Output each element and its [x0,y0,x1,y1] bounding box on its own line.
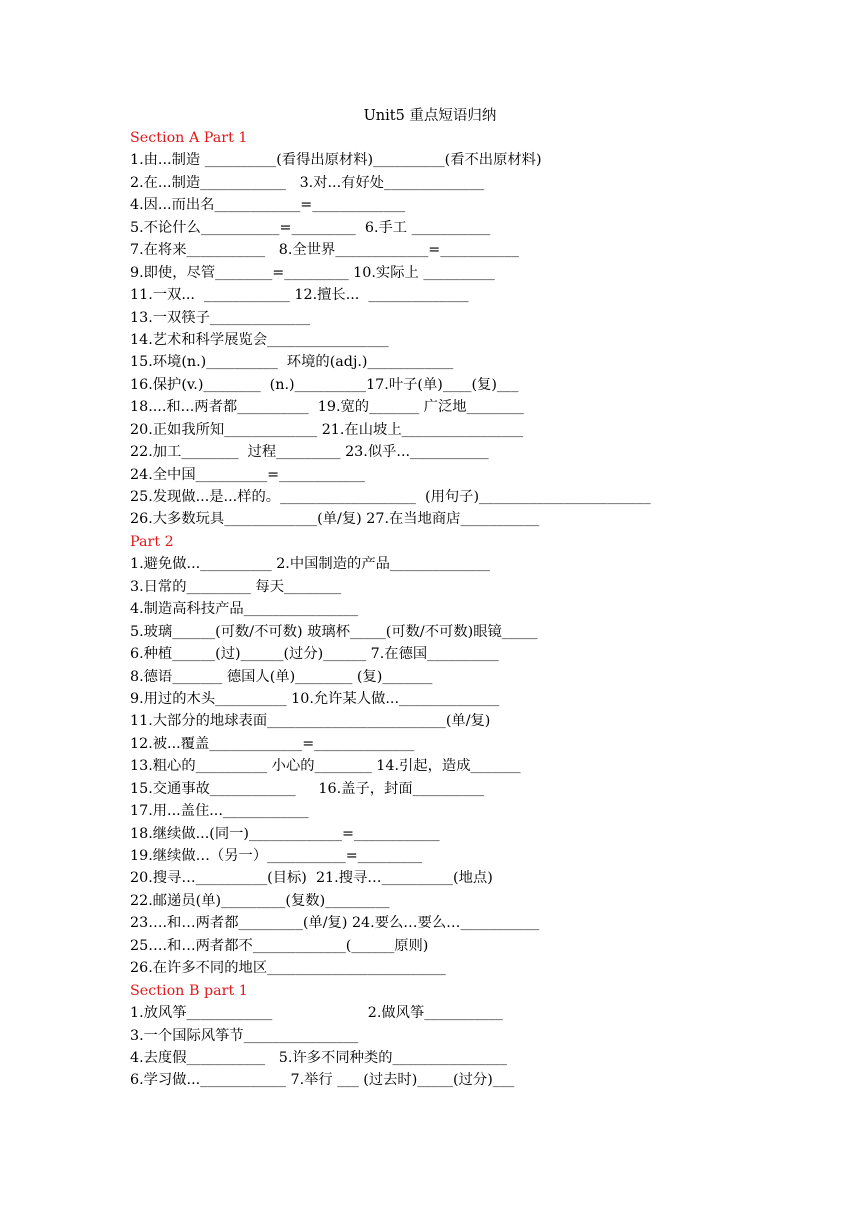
exercise-line: 5.玻璃______(可数/不可数) 玻璃杯_____(可数/不可数)眼镜_____ [130,623,538,640]
exercise-line: 9.用过的木头__________ 10.允许某人做...______________ [130,690,500,707]
exercise-line: 18.继续做...(同一)_____________=____________ [130,825,440,842]
exercise-line: 14.艺术和科学展览会_________________ [130,331,389,348]
exercise-line: 1.避免做...__________ 2.中国制造的产品______________ [130,556,490,573]
exercise-line: 5.不论什么___________=_________ 6.手工 ___________ [130,219,491,236]
exercise-line: 22.邮递员(单)_________(复数)_________ [130,892,390,909]
exercise-line: 3.一个国际风筝节________________ [130,1027,359,1044]
exercise-line: 17.用...盖住...____________ [130,803,309,820]
exercise-line: 6.学习做...____________ 7.举行 ___ (过去时)_____(过分)___ [130,1072,515,1089]
exercise-line: 11.大部分的地球表面_________________________(单/复) [130,713,491,730]
exercise-line: 12.被...覆盖_____________=______________ [130,735,415,752]
exercise-line: 3.日常的_________ 每天________ [130,578,342,595]
section-heading: Part 2 [130,533,174,550]
exercise-line: 4.去度假___________ 5.许多不同种类的________________ [130,1049,507,1066]
page-title: Unit5 重点短语归纳 [363,108,497,124]
section-heading: Section A Part 1 [130,130,248,146]
section-heading: Section B part 1 [130,982,248,999]
exercise-line: 13.粗心的__________ 小心的________ 14.引起，造成_______ [130,758,521,775]
exercise-line: 2.在...制造____________ 3.对...有好处______________ [130,174,485,191]
exercise-line: 24.全中国__________=____________ [130,466,365,483]
exercise-line: 11.一双... ____________ 12.擅长... ______________ [130,287,469,304]
exercise-line: 15.交通事故____________ 16.盖子，封面__________ [130,780,485,797]
exercise-line: 1.由...制造 __________(看得出原材料)__________(看不出原材料) [130,152,542,169]
exercise-line: 4.因...而出名____________=_____________ [130,197,406,214]
exercise-line: 4.制造高科技产品________________ [130,601,359,618]
exercise-line: 18....和...两者都__________ 19.宽的_______ 广泛地________ [130,399,524,416]
exercise-line: 19.继续做…（另一）___________=_________ [130,848,423,864]
exercise-line: 1.放风筝____________ 2.做风筝___________ [130,1005,503,1022]
exercise-line: 25.发现做...是...样的。___________________ (用句子)________________________ [130,489,651,505]
exercise-line: 22.加工________ 过程_________ 23.似乎...___________ [130,444,489,461]
exercise-line: 13.一双筷子______________ [130,309,311,326]
exercise-line: 8.德语_______ 德国人(单)________ (复)_______ [130,668,433,685]
exercise-line: 16.保护(v.)________ (n.)__________17.叶子(单)____(复)___ [130,376,519,393]
exercise-line: 7.在将来___________ 8.全世界_____________=___________ [130,242,519,259]
document-body [130,127,850,1092]
exercise-line: 9.即使，尽管________=_________ 10.实际上 __________ [130,264,495,281]
exercise-line: 25….和…两者都不_____________(______原则) [130,937,429,954]
exercise-line: 20.搜寻…__________(目标) 21.搜寻…__________(地点) [130,870,493,887]
exercise-line: 15.环境(n.)__________ 环境的(adj.)____________ [130,354,454,371]
exercise-line: 26.在许多不同的地区_________________________ [130,960,446,977]
exercise-line: 26.大多数玩具_____________(单/复) 27.在当地商店___________ [130,511,540,528]
exercise-line: 20.正如我所知_____________ 21.在山坡上_________________ [130,421,524,438]
exercise-line: 6.种植______(过)______(过分)______ 7.在德国__________ [130,646,499,663]
exercise-line: 23….和…两者都_________(单/复) 24.要么…要么…___________ [130,915,540,932]
